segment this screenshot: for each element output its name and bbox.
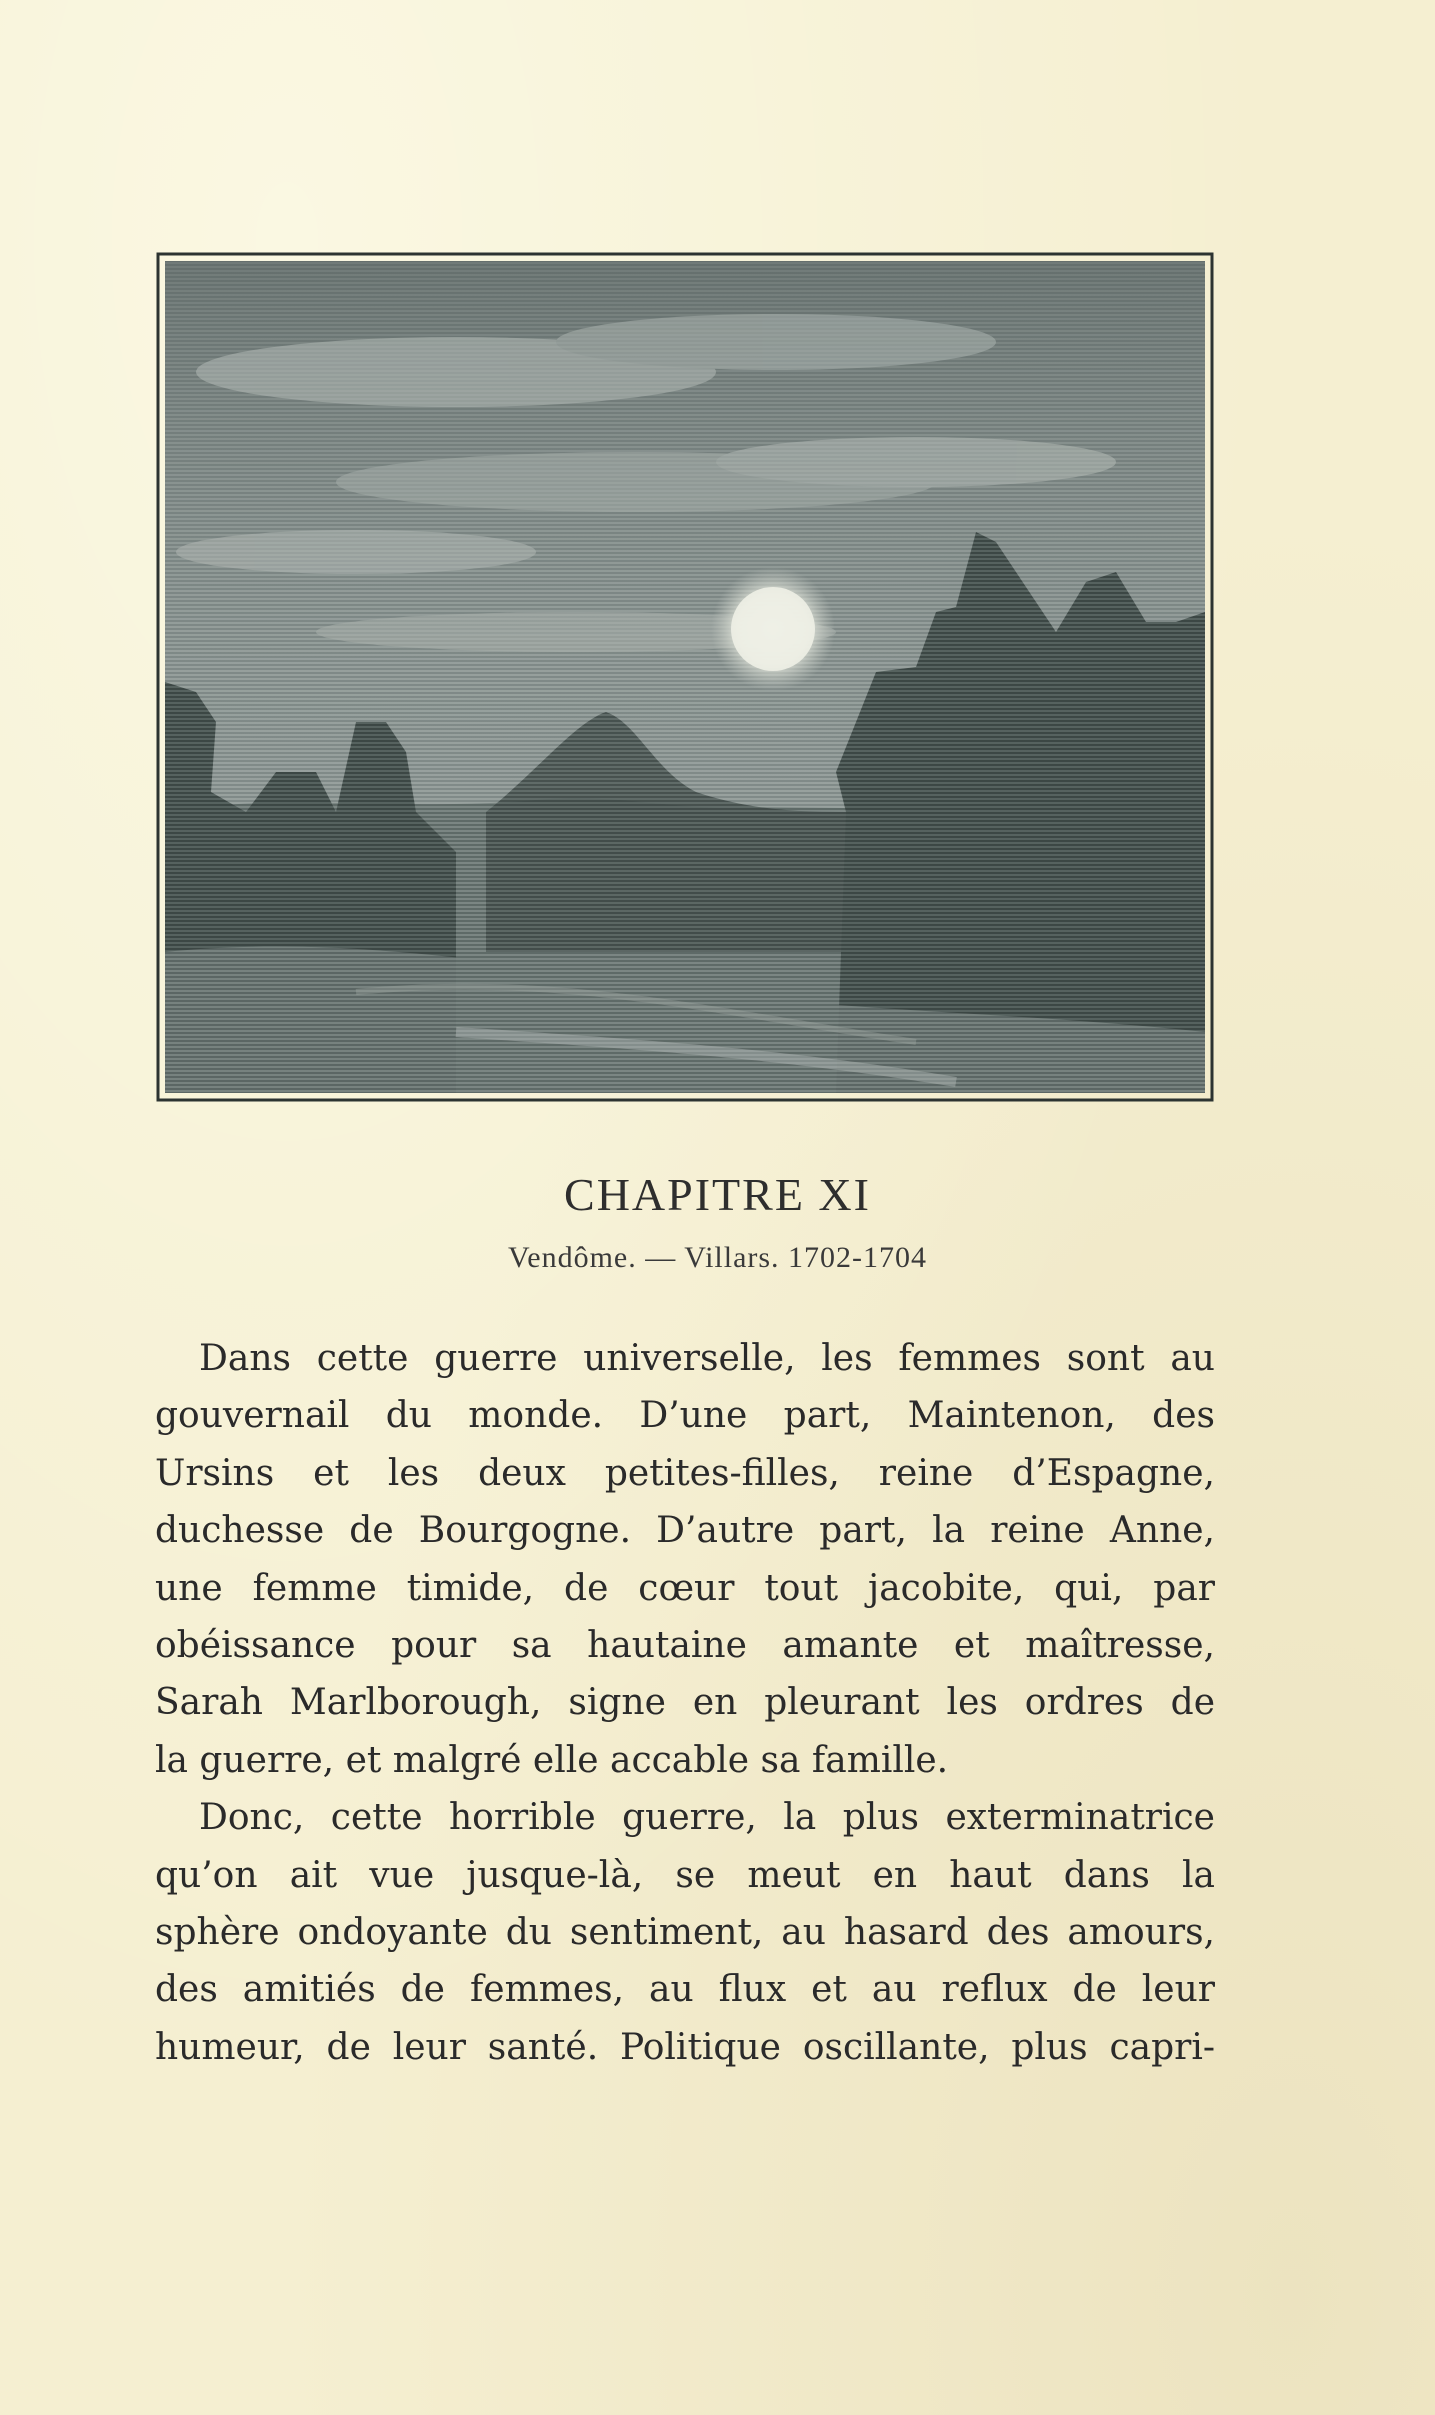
text-line: des amitiés de femmes, au flux et au reflux de leur bbox=[155, 1969, 1215, 2011]
text-line: une femme timide, de cœur tout jacobite, qui, par bbox=[155, 1567, 1215, 1609]
text-line: sphère ondoyante du sentiment, au hasard des amours, bbox=[155, 1912, 1215, 1954]
text-line: Dans cette guerre universelle, les femmes sont au bbox=[199, 1338, 1215, 1379]
chapter-title: CHAPITRE XI bbox=[564, 1169, 871, 1220]
text-line: Ursins et les deux petites-filles, reine d’Espagne, bbox=[155, 1452, 1215, 1494]
chapter-body bbox=[155, 1330, 1215, 2076]
text-line: duchesse de Bourgogne. D’autre part, la reine Anne, bbox=[155, 1510, 1215, 1552]
text-line: qu’on ait vue jusque-là, se meut en haut dans la bbox=[155, 1854, 1215, 1896]
text-line: la guerre, et malgré elle accable sa famille. bbox=[155, 1739, 949, 1781]
chapter-subtitle: Vendôme. — Villars. 1702-1704 bbox=[507, 1241, 928, 1274]
text-line: Donc, cette horrible guerre, la plus exterminatrice bbox=[199, 1797, 1215, 1839]
text-line: humeur, de leur santé. Politique oscillante, plus capri- bbox=[155, 2026, 1215, 2068]
engraving-svg bbox=[156, 252, 1214, 1102]
chapter-header-engraving bbox=[156, 252, 1214, 1102]
paragraph bbox=[155, 1789, 1215, 2076]
text-line: obéissance pour sa hautaine amante et maîtresse, bbox=[155, 1625, 1215, 1667]
text-line: gouvernail du monde. D’une part, Maintenon, des bbox=[155, 1395, 1215, 1437]
paragraph bbox=[155, 1330, 1215, 1789]
text-line: Sarah Marlborough, signe en pleurant les ordres de bbox=[155, 1682, 1215, 1724]
